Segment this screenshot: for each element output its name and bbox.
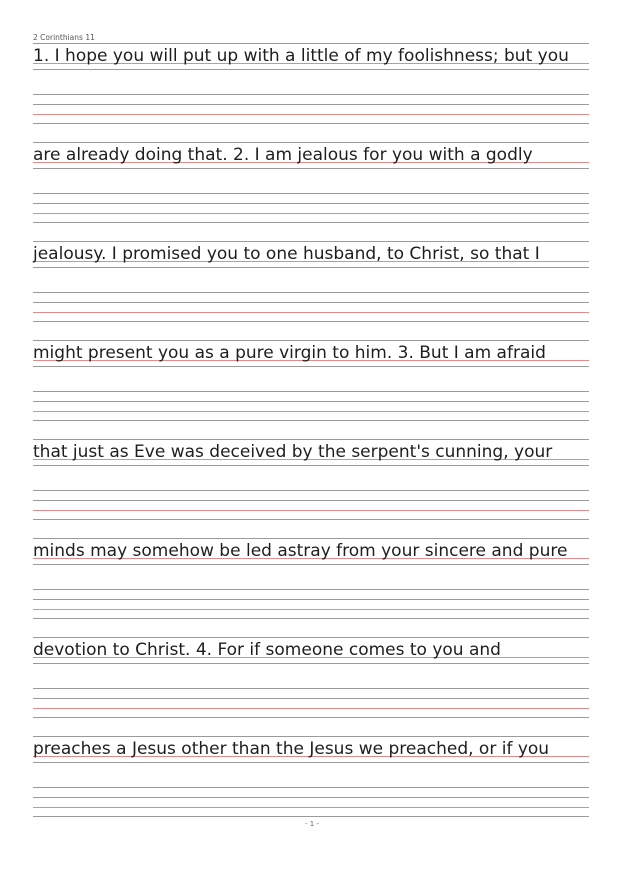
practice-line-text: minds may somehow be led astray from your sincere and pure bbox=[33, 541, 568, 561]
practice-block bbox=[33, 538, 589, 618]
practice-line-text: jealousy. I promised you to one husband, to Christ, so that I bbox=[33, 244, 540, 264]
practice-block bbox=[33, 637, 589, 717]
practice-line-text: might present you as a pure virgin to him. 3. But I am afraid bbox=[33, 343, 546, 363]
practice-block bbox=[33, 340, 589, 420]
practice-line-text: preaches a Jesus other than the Jesus we preached, or if you bbox=[33, 739, 550, 759]
practice-line-text: are already doing that. 2. I am jealous for you with a godly bbox=[33, 145, 533, 165]
practice-block bbox=[33, 43, 589, 123]
practice-line-text: that just as Eve was deceived by the serpent's cunning, your bbox=[33, 442, 553, 462]
practice-block bbox=[33, 241, 589, 321]
page-header: 2 Corinthians 11 bbox=[33, 33, 95, 42]
practice-line-text: devotion to Christ. 4. For if someone comes to you and bbox=[33, 640, 501, 660]
page-number: - 1 - bbox=[305, 820, 319, 828]
practice-line-text: 1. I hope you will put up with a little of my foolishness; but you bbox=[33, 46, 569, 66]
practice-block bbox=[33, 439, 589, 519]
practice-block bbox=[33, 142, 589, 222]
practice-block bbox=[33, 736, 589, 816]
